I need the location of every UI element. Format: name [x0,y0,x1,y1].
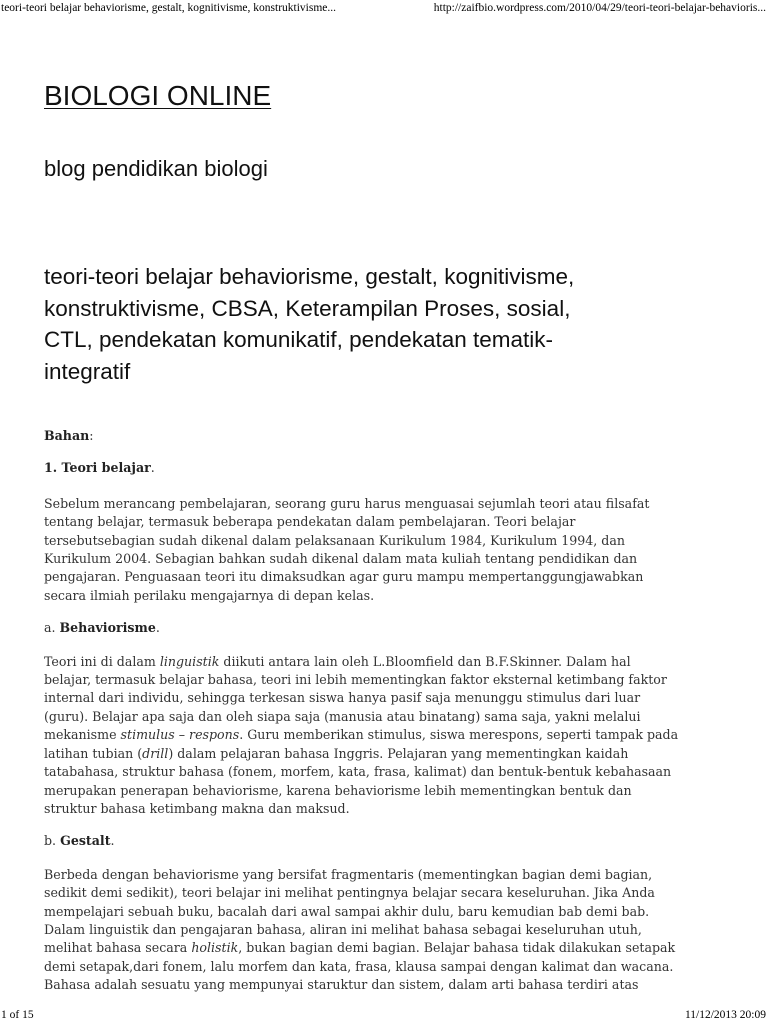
text-run: ) dalam pelajaran bahasa Inggris. Pelajaran yang mementingkan kaidah [168,745,629,761]
section-a-period: . [155,620,160,636]
paragraph-line: Bahasa adalah sesuatu yang mempunyai staruktur dan sistem, dalam arti bahasa terdiri atas [44,977,639,993]
print-datetime: 11/12/2013 20:09 [684,1009,766,1021]
print-header-url: http://zaifbio.wordpress.com/2010/04/29/teori-teori-belajar-behavioris... [433,2,766,14]
section-b-label: Gestalt [60,833,111,849]
bahan-label: Bahan [44,428,90,443]
paragraph-line: Dalam linguistik dan pengajaran bahasa, aliran ini melihat bahasa sebagai keseluruhan utuh, [44,921,642,937]
text-run: melihat bahasa secara [44,940,192,956]
text-run: Teori ini di dalam [44,653,160,669]
print-header-title: teori-teori belajar behaviorisme, gestalt, kognitivisme, konstruktivisme... [1,2,337,14]
section-b-heading [44,832,734,850]
print-header [0,2,768,16]
page-number: 1 of 15 [1,1009,34,1021]
paragraph-line: struktur bahasa ketimbang makna dan maksud. [44,800,350,816]
section-1-heading [44,459,734,477]
site-tagline: blog pendidikan biologi [44,156,268,181]
bahan-heading [44,427,734,445]
article-content [44,427,734,995]
paragraph-line: tersebutsebagian sudah dikenal dalam pelaksanaan Kurikulum 1984, Kurikulum 1994, dan [44,532,625,548]
paragraph-line: merupakan penerapan behaviorisme, karena behaviorisme lebih mementingkan bentuk dan [44,782,632,798]
post-title-line: teori-teori belajar behaviorisme, gestalt, kognitivisme, [44,264,575,289]
section-a-heading [44,619,734,637]
site-title-link[interactable]: BIOLOGI ONLINE [44,80,272,111]
paragraph-line [44,726,734,744]
text-run: mekanisme [44,727,121,743]
paragraph-line: internal dari individu, sehingga terkesan siswa hanya pasif saja menunggu stimulus dari luar [44,690,641,706]
post-title [44,261,744,387]
section-1-label: 1. Teori belajar [44,460,151,476]
section-a-prefix: a. [44,620,60,636]
text-run: latihan tubian ( [44,745,143,761]
paragraph-line: sedikit demi sedikit), teori belajar ini melihat pentingnya belajar secara keseluruhan. Jika Anda [44,885,655,901]
paragraph-line: (guru). Belajar apa saja dan oleh siapa saja (manusia atau binatang) sama saja, yakni melalui [44,708,641,724]
paragraph-line: belajar, termasuk belajar bahasa, teori ini lebih mementingkan faktor eksternal ketimbang faktor [44,672,667,688]
paragraph-line: tatabahasa, struktur bahasa (fonem, morfem, kata, frasa, kalimat) dan bentuk-bentuk kebahasaan [44,764,672,780]
gestalt-paragraph [44,866,734,995]
italic-term: holistik [191,940,239,956]
section-b-prefix: b. [44,833,61,849]
text-run: , bukan bagian demi bagian. Belajar bahasa tidak dilakukan setapak [238,940,676,956]
section-1-period: . [150,460,155,476]
italic-term: drill [142,745,169,761]
text-run: diikuti antara lain oleh L.Bloomfield dan B.F.Skinner. Dalam hal [219,653,631,669]
paragraph-line [44,745,734,763]
paragraph-line: mempelajari sebuah buku, bacalah dari awal sampai akhir dulu, baru kemudian bab demi bab. [44,903,650,919]
print-footer [0,1009,768,1023]
section-b-period: . [110,833,115,849]
paragraph-line: pengajaran. Penguasaan teori itu dimaksudkan agar guru mampu mempertanggungjawabkan [44,569,644,585]
behaviorisme-paragraph [44,653,734,819]
italic-term: linguistik [159,653,220,669]
paragraph-line: tentang belajar, termasuk beberapa pendekatan dalam pembelajaran. Teori belajar [44,514,576,530]
paragraph-line: Kurikulum 2004. Sebagian bahkan sudah dikenal dalam mata kuliah tentang pendidikan dan [44,551,638,567]
bahan-colon: : [89,428,94,443]
paragraph-line: Sebelum merancang pembelajaran, seorang guru harus menguasai sejumlah teori atau filsafat [44,495,650,511]
paragraph-line: secara ilmiah perilaku mengajarnya di depan kelas. [44,587,375,603]
post-title-line: integratif [44,358,131,384]
paragraph-line [44,653,734,671]
italic-term: stimulus – respons [120,727,240,743]
post-title-line: konstruktivisme, CBSA, Keterampilan Proses, sosial, [44,295,571,321]
text-run: . Guru memberikan stimulus, siswa merespons, seperti tampak pada [239,727,679,743]
post-title-line: CTL, pendekatan komunikatif, pendekatan tematik- [44,327,554,352]
section-a-label: Behaviorisme [59,620,156,636]
intro-paragraph [44,495,734,605]
paragraph-line [44,939,734,957]
paragraph-line: demi setapak,dari fonem, lalu morfem dan kata, frasa, klausa sampai dengan kalimat dan wacana. [44,958,674,974]
paragraph-line: Berbeda dengan behaviorisme yang bersifat fragmentaris (mementingkan bagian demi bagian, [44,866,653,882]
